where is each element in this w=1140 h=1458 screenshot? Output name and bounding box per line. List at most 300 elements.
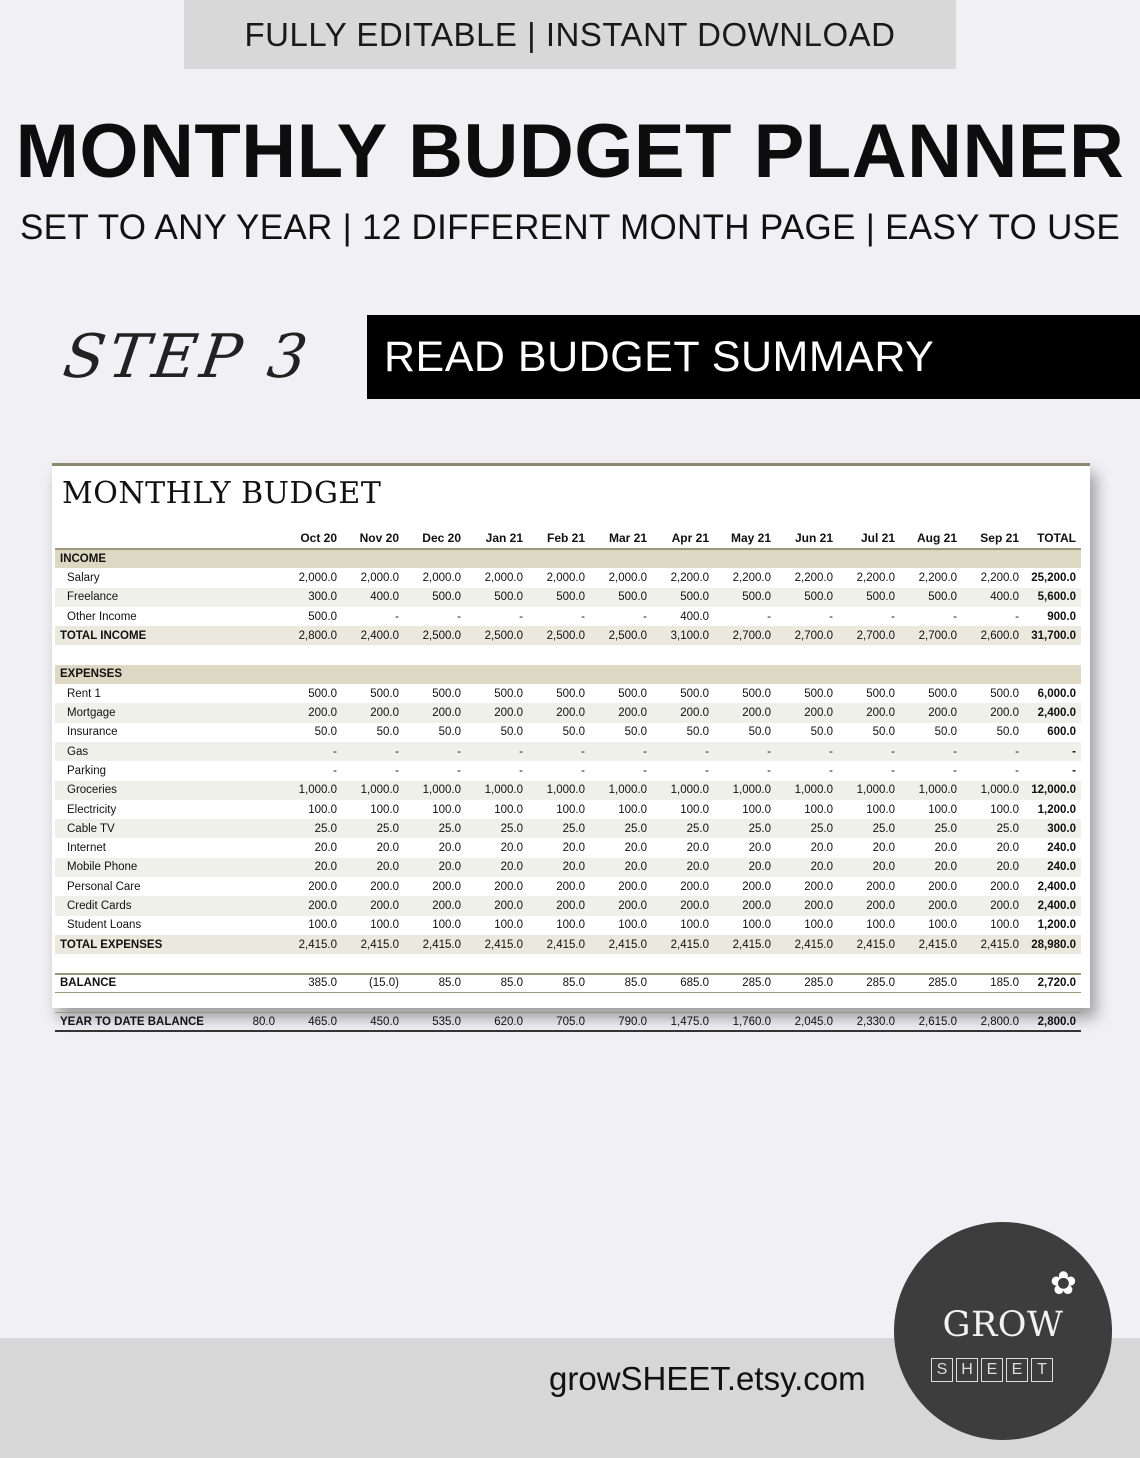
cell [240,858,280,877]
cell: 500.0 [494,687,523,700]
cell: 25.0 [590,819,652,838]
cell: 500.0 [714,588,776,607]
cell: 20.0 [872,842,895,855]
cell: 1,000.0 [900,781,962,800]
cell: 1,000.0 [280,781,342,800]
cell: 20.0 [404,858,466,877]
cell: 100.0 [866,803,895,816]
cell: 50.0 [810,726,833,739]
cell: - [581,764,585,777]
spacer-row [55,645,1081,664]
cell: 200.0 [652,703,714,722]
row-label: Freelance [55,588,240,607]
cell: 200.0 [466,896,528,915]
cell: 100.0 [494,919,523,932]
total-cell: - [1072,764,1076,777]
spacer-row [55,954,1081,973]
total-cell: 12,000.0 [1024,781,1081,800]
spacer [55,954,1081,973]
cell: 20.0 [810,842,833,855]
cell: 2,045.0 [776,1012,838,1031]
cell: 2,415.0 [776,935,838,954]
cell: 200.0 [618,880,647,893]
step-text: READ BUDGET SUMMARY [384,332,935,381]
row-label: Groceries [55,781,240,800]
cell [240,684,280,703]
cell [240,607,280,626]
logo-letter: T [1031,1358,1053,1382]
cell: - [395,764,399,777]
row-label: Insurance [67,726,118,739]
cell: 20.0 [342,858,404,877]
cell: 2,200.0 [732,571,771,584]
month-header: Feb 21 [528,529,590,549]
expense-row [55,819,1081,838]
grow-sheet-logo [894,1222,1112,1440]
cell: 2,615.0 [900,1012,962,1031]
balance-row [55,974,1081,993]
cell: - [1015,764,1019,777]
month-header: Oct 20 [280,529,342,549]
cell: 1,000.0 [838,781,900,800]
cell: 20.0 [838,858,900,877]
cell: 200.0 [714,703,776,722]
cell: 200.0 [308,880,337,893]
cell: 790.0 [590,1012,652,1031]
cell: 20.0 [438,842,461,855]
cell: 2,500.0 [590,626,652,645]
cell: 2,700.0 [900,626,962,645]
cell: 25.0 [652,819,714,838]
spacer [55,645,1081,664]
cell: - [767,610,771,623]
expense-row [55,781,1081,800]
cell: 2,200.0 [794,571,833,584]
cell: 200.0 [466,703,528,722]
cell: 500.0 [990,687,1019,700]
expense-row [55,684,1081,703]
cell: 200.0 [528,896,590,915]
cell: 2,200.0 [980,571,1019,584]
cell: 1,000.0 [776,781,838,800]
cell: 50.0 [624,726,647,739]
cell: 535.0 [404,1012,466,1031]
cell: 200.0 [280,896,342,915]
row-label: Salary [67,571,100,584]
cell [240,916,280,935]
section-label: EXPENSES [55,665,1081,684]
total-cell: 6,000.0 [1037,687,1076,700]
total-cell: 28,980.0 [1024,935,1081,954]
cell: 2,000.0 [608,571,647,584]
cell: - [590,742,652,761]
cell [240,568,280,587]
cell: 185.0 [962,974,1024,993]
cell: - [891,764,895,777]
total-header: TOTAL [1024,529,1081,549]
cell: - [457,764,461,777]
total-cell: 5,600.0 [1024,588,1081,607]
cell: 25.0 [280,819,342,838]
cell: - [891,610,895,623]
cell: 1,000.0 [466,781,528,800]
cell: 50.0 [686,726,709,739]
month-header: Apr 21 [652,529,714,549]
cell: 500.0 [804,687,833,700]
cell: 200.0 [714,896,776,915]
cell: 100.0 [432,919,461,932]
cell: 200.0 [342,896,404,915]
cell: 100.0 [928,803,957,816]
cell: 20.0 [624,842,647,855]
cell: 200.0 [928,880,957,893]
cell: 2,415.0 [528,935,590,954]
cell: 100.0 [618,919,647,932]
cell [240,800,280,819]
cell: 500.0 [528,588,590,607]
cell: 200.0 [866,880,895,893]
cell: - [643,610,647,623]
cell: - [519,764,523,777]
total-cell: 2,400.0 [1024,703,1081,722]
section-label: INCOME [55,549,1081,568]
cell: 100.0 [308,919,337,932]
total-cell: 2,400.0 [1024,896,1081,915]
cell [240,877,280,896]
cell: 200.0 [404,703,466,722]
cell: 385.0 [280,974,342,993]
cell: 200.0 [370,880,399,893]
expense-row [55,858,1081,877]
cell: 2,415.0 [838,935,900,954]
cell: 2,415.0 [714,935,776,954]
cell: 200.0 [652,896,714,915]
cell [240,819,280,838]
expenses-section-header [55,665,1081,684]
cell: 685.0 [652,974,714,993]
cell: 500.0 [742,687,771,700]
cell: 85.0 [590,974,652,993]
cell: 500.0 [680,687,709,700]
logo-letter: S [931,1358,953,1382]
cell: 200.0 [590,896,652,915]
cell: - [466,742,528,761]
page-title: MONTHLY BUDGET PLANNER [15,109,1125,194]
row-label: Gas [55,742,240,761]
cell: 500.0 [928,687,957,700]
cell: 100.0 [990,803,1019,816]
cell: 500.0 [838,588,900,607]
cell: 2,000.0 [422,571,461,584]
cell: 200.0 [990,880,1019,893]
cell: 20.0 [748,842,771,855]
cell: 2,415.0 [342,935,404,954]
cell: 100.0 [370,919,399,932]
cell: 2,700.0 [714,626,776,645]
cell: 2,000.0 [360,571,399,584]
cell: - [652,742,714,761]
cell: 50.0 [314,726,337,739]
cell: 2,700.0 [838,626,900,645]
cell: 1,000.0 [962,781,1024,800]
logo-letter: H [956,1358,978,1382]
row-label: Cable TV [55,819,240,838]
total-cell: 240.0 [1024,858,1081,877]
cell: 50.0 [996,726,1019,739]
cell: 1,475.0 [652,1012,714,1031]
cell: 285.0 [900,974,962,993]
cell: 200.0 [962,896,1024,915]
cell: 85.0 [528,974,590,993]
logo-grow-text: GROW [942,1305,1064,1345]
month-header: Jun 21 [776,529,838,549]
cell: 100.0 [990,919,1019,932]
cell [240,896,280,915]
cell: 2,700.0 [776,626,838,645]
cell: - [767,764,771,777]
cell: 200.0 [900,703,962,722]
cell: 1,000.0 [404,781,466,800]
cell: 2,415.0 [900,935,962,954]
cell: 25.0 [466,819,528,838]
total-cell: 1,200.0 [1037,803,1076,816]
cell: 100.0 [804,803,833,816]
month-header: Mar 21 [590,529,652,549]
cell: 20.0 [714,858,776,877]
cell [240,742,280,761]
expense-row [55,723,1081,742]
cell [240,703,280,722]
cell: 25.0 [962,819,1024,838]
row-label: YEAR TO DATE BALANCE [55,1012,240,1031]
total-cell: 2,800.0 [1024,1012,1081,1031]
ytd-balance-row [55,1012,1081,1031]
month-header: Sep 21 [962,529,1024,549]
cell: 620.0 [466,1012,528,1031]
cell: 50.0 [748,726,771,739]
month-header: May 21 [714,529,776,549]
total-cell: 2,720.0 [1024,974,1081,993]
budget-sheet [52,463,1090,1028]
cell [240,588,280,607]
expense-row [55,800,1081,819]
income-section-header [55,549,1081,568]
cell: 1,000.0 [714,781,776,800]
expense-row [55,703,1081,722]
cell: 500.0 [466,588,528,607]
cell: 2,000.0 [546,571,585,584]
cell: 2,415.0 [280,935,342,954]
total-cell: 31,700.0 [1024,626,1081,645]
cell: 20.0 [962,858,1024,877]
cell: 100.0 [618,803,647,816]
cell: 2,415.0 [404,935,466,954]
cell: 20.0 [934,842,957,855]
cell: 500.0 [866,687,895,700]
cell: 20.0 [652,858,714,877]
cell: 1,000.0 [590,781,652,800]
row-label: Parking [67,764,106,777]
cell: - [829,610,833,623]
cell: 85.0 [466,974,528,993]
cell: - [528,742,590,761]
cell [240,974,280,993]
cell [240,838,280,857]
logo-letter: E [981,1358,1003,1382]
footer-url: growSHEET.etsy.com [549,1360,866,1397]
cell: 500.0 [432,687,461,700]
row-label: Credit Cards [55,896,240,915]
row-label: Electricity [67,803,117,816]
cell: 300.0 [280,588,342,607]
cell: 500.0 [308,610,337,623]
cell: 500.0 [652,588,714,607]
cell: 2,200.0 [918,571,957,584]
cell: 20.0 [500,842,523,855]
cell: 500.0 [370,687,399,700]
month-header: Jan 21 [466,529,528,549]
spacer [55,993,1081,1012]
cell: 20.0 [376,842,399,855]
cell: 20.0 [590,858,652,877]
total-cell: 25,200.0 [1031,571,1076,584]
total-cell: 2,400.0 [1037,880,1076,893]
cell: 2,800.0 [280,626,342,645]
cell [240,935,280,954]
logo-letter: E [1006,1358,1028,1382]
cell: 2,330.0 [838,1012,900,1031]
row-label: Other Income [67,610,137,623]
expense-row [55,896,1081,915]
month-header: Nov 20 [342,529,404,549]
cell: 100.0 [556,803,585,816]
cell: 200.0 [804,880,833,893]
cell: - [581,610,585,623]
cell: 50.0 [872,726,895,739]
cell [240,781,280,800]
row-label: Internet [67,842,106,855]
cell: - [395,610,399,623]
cell: (15.0) [342,974,404,993]
cell: 500.0 [776,588,838,607]
total-expenses-row [55,935,1081,954]
cell: 2,415.0 [962,935,1024,954]
header-blank [55,529,240,549]
cell: 2,500.0 [528,626,590,645]
income-row [55,607,1081,626]
cell: 200.0 [680,880,709,893]
cell: 100.0 [680,919,709,932]
cell: 2,200.0 [856,571,895,584]
sheet-title: MONTHLY BUDGET [62,476,382,511]
step-label: STEP 3 [59,322,316,392]
expense-row [55,838,1081,857]
cell: 50.0 [376,726,399,739]
cell: 50.0 [934,726,957,739]
cell: - [953,764,957,777]
cell: 2,200.0 [670,571,709,584]
row-label: Personal Care [67,880,141,893]
top-banner: FULLY EDITABLE | INSTANT DOWNLOAD [184,0,956,69]
cell: - [776,742,838,761]
cell: 100.0 [370,803,399,816]
cell: 100.0 [928,919,957,932]
cell: 500.0 [618,687,647,700]
cell: 100.0 [432,803,461,816]
total-cell: 240.0 [1047,842,1076,855]
spacer-row [55,993,1081,1012]
cell: 2,000.0 [484,571,523,584]
cell: 25.0 [776,819,838,838]
cell: 500.0 [900,588,962,607]
cell: 85.0 [404,974,466,993]
cell: 20.0 [686,842,709,855]
cell: 400.0 [342,588,404,607]
expense-row [55,916,1081,935]
cell: - [280,742,342,761]
cell: 1,000.0 [342,781,404,800]
total-income-row [55,626,1081,645]
cell: 200.0 [528,703,590,722]
cell: 25.0 [838,819,900,838]
cell: 400.0 [962,588,1024,607]
row-label: BALANCE [55,974,240,993]
cell: - [714,742,776,761]
cell: 200.0 [404,896,466,915]
cell: 100.0 [866,919,895,932]
cell: 1,760.0 [714,1012,776,1031]
cell: - [342,742,404,761]
cell: 465.0 [280,1012,342,1031]
cell: 50.0 [438,726,461,739]
cell: 20.0 [996,842,1019,855]
cell: 400.0 [680,610,709,623]
cell: 285.0 [838,974,900,993]
cell: 25.0 [342,819,404,838]
cell [240,626,280,645]
cell: 450.0 [342,1012,404,1031]
cell: 20.0 [280,858,342,877]
cell: 500.0 [556,687,585,700]
cell: - [333,764,337,777]
total-cell: 1,200.0 [1037,919,1076,932]
cell: 2,800.0 [962,1012,1024,1031]
cell: 200.0 [776,703,838,722]
total-cell: 600.0 [1047,726,1076,739]
cell: 2,000.0 [298,571,337,584]
cell: 100.0 [804,919,833,932]
cell: - [953,610,957,623]
cell: 200.0 [838,703,900,722]
cell: - [519,610,523,623]
cell: 200.0 [776,896,838,915]
income-row [55,568,1081,587]
cell: 2,600.0 [962,626,1024,645]
cell: 200.0 [962,703,1024,722]
cell: 100.0 [556,919,585,932]
budget-table [55,529,1081,1032]
flower-icon: ✿ [1050,1265,1077,1301]
row-label: Rent 1 [67,687,101,700]
cell: 2,500.0 [466,626,528,645]
cell: 285.0 [714,974,776,993]
cell: 25.0 [900,819,962,838]
row-label: TOTAL EXPENSES [55,935,240,954]
cell: 500.0 [308,687,337,700]
cell [240,723,280,742]
row-label: TOTAL INCOME [55,626,240,645]
row-label: Mortgage [55,703,240,722]
